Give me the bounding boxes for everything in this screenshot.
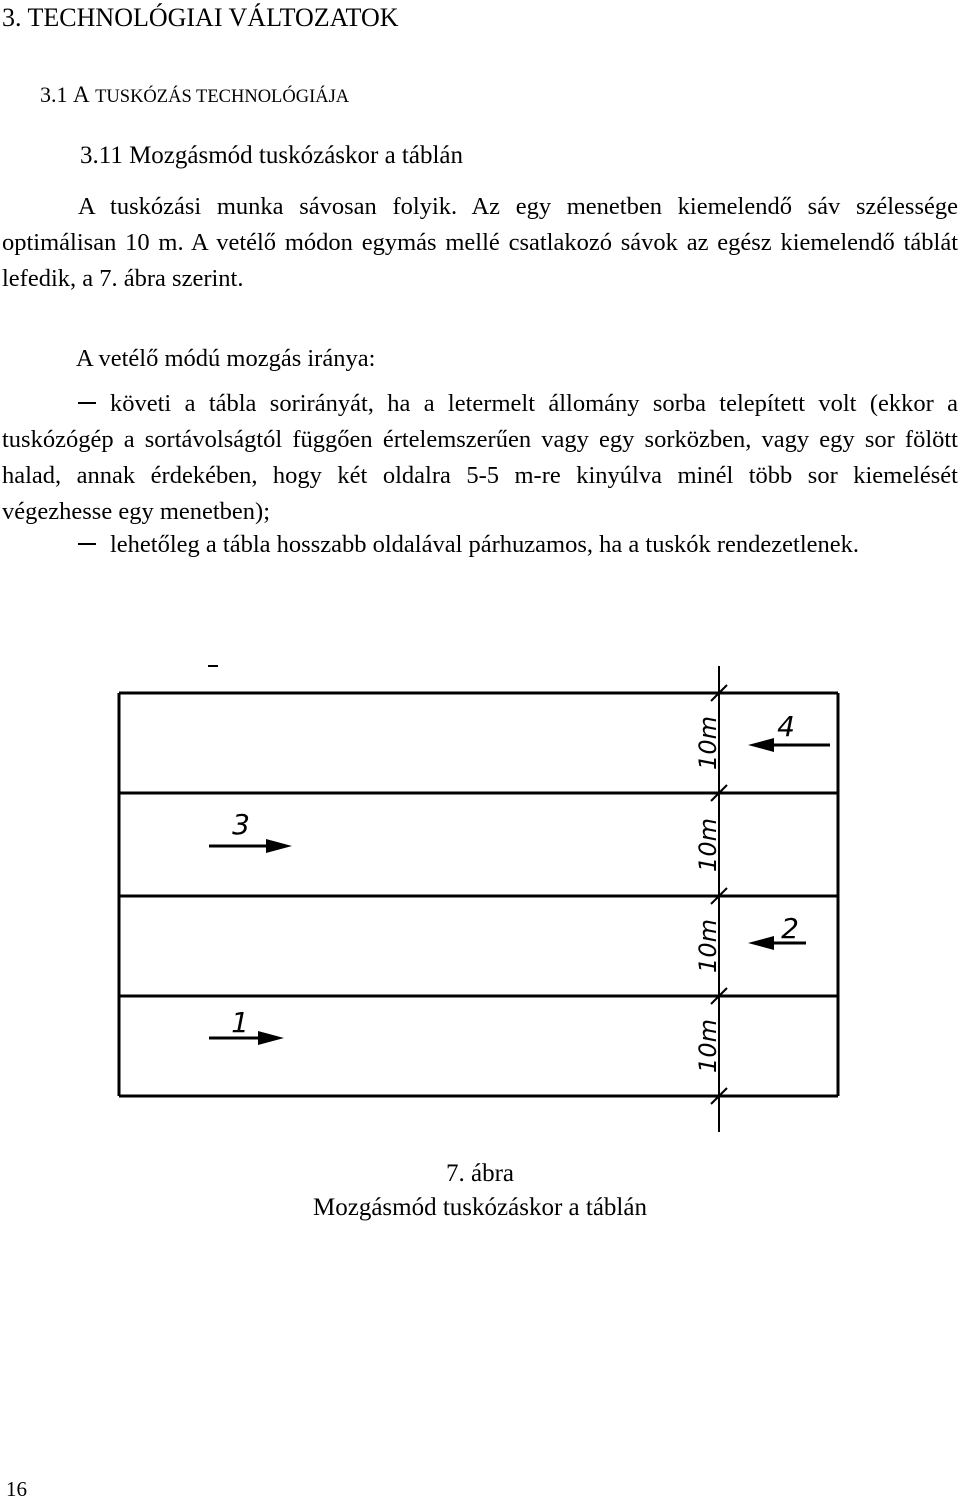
pass-number-label: 1 [231, 1006, 249, 1039]
intro-paragraph: A tuskózási munka sávosan folyik. Az egy menetben kiemelendő sáv szélessége optimálisan 10 m. A vetélő módon egymás mellé csatlakozó sávok az egész kiemelendő táblát lefedik, a 7. ábra szerint. [2, 193, 958, 292]
bullet-item [2, 527, 958, 563]
bullet-item [2, 386, 958, 530]
figure-title: Mozgásmód tuskózáskor a táblán [313, 1194, 647, 1221]
figure-number: 7. ábra [445, 1160, 515, 1187]
direction-intro: A vetélő módú mozgás iránya: [76, 345, 376, 372]
pass-number-label: 3 [232, 808, 250, 841]
arrow-right-icon [209, 839, 292, 853]
strip-width-label: 10m [694, 818, 722, 872]
strip-width-label: 10m [694, 919, 722, 973]
subsection-heading: 3.11 Mozgásmód tuskózáskor a táblán [80, 142, 464, 169]
field-outline [119, 693, 838, 1096]
page-number: 16 [6, 1477, 27, 1501]
section-title-initial: A [73, 82, 90, 107]
bullet-text: lehetőleg a tábla hosszabb oldalával párhuzamos, ha a tuskók rendezetlenek. [110, 531, 859, 558]
pass-number-label: 4 [777, 710, 795, 743]
dash-bullet-icon [78, 543, 96, 545]
section-title-rest: TUSKÓZÁS TECHNOLÓGIÁJA [95, 87, 350, 107]
chapter-heading: 3. TECHNOLÓGIAI VÁLTOZATOK [2, 3, 399, 32]
bullet-text: követi a tábla sorirányát, ha a letermelt állomány sorba telepített volt (ekkor a tuskózógép a sortávolságtól függően értelemszerűen vagy egy sorközben, vagy egy sor fölött halad, annak érdekében, hogy két oldalra 5-5 m-re kinyúlva minél több sor kiemelését végezhesse egy menetben); [2, 390, 958, 525]
pass-number-label: 2 [781, 912, 799, 945]
strip-width-label: 10m [694, 1019, 722, 1073]
section-number: 3.1 [40, 82, 68, 107]
section-heading [40, 80, 349, 112]
strip-diagram [0, 650, 960, 1150]
strip-width-label: 10m [694, 716, 722, 770]
dash-bullet-icon [78, 402, 96, 404]
